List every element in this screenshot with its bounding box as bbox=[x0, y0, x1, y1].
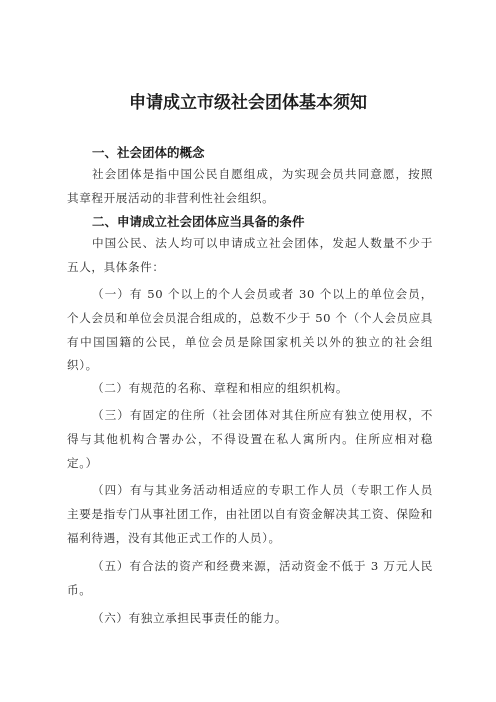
condition-5: （五）有合法的资产和经费来源，活动资金不低于 3 万元人民币。 bbox=[67, 559, 433, 597]
condition-4: （四）有与其业务活动相适应的专职工作人员（专职工作人员主要是指专门从事社团工作，由社团以自有资金解决其工资、保险和福利待遇，没有其他正式工作的人员）。 bbox=[67, 483, 433, 545]
section-2-intro: 中国公民、法人均可以申请成立社会团体，发起人数量不少于五人，具体条件： bbox=[67, 236, 433, 274]
condition-2: （二）有规范的名称、章程和相应的组织机构。 bbox=[92, 381, 349, 395]
condition-6: （六）有独立承担民事责任的能力。 bbox=[92, 611, 288, 625]
section-1-heading: 一、社会团体的概念 bbox=[92, 145, 205, 160]
document-title: 申请成立市级社会团体基本须知 bbox=[129, 93, 367, 113]
section-1-paragraph: 社会团体是指中国公民自愿组成，为实现会员共同意愿，按照其章程开展活动的非营利性社会组织。 bbox=[67, 167, 433, 205]
section-2-heading: 二、申请成立社会团体应当具备的条件 bbox=[92, 214, 305, 229]
condition-1: （一）有 50 个以上的个人会员或者 30 个以上的单位会员，个人会员和单位会员混合组成的，总数不少于 50 个（个人会员应具有中国国籍的公民，单位会员是除国家机关以外的独立的社会组织）。 bbox=[67, 287, 433, 373]
condition-3: （三）有固定的住所（社会团体对其住所应有独立使用权，不得与其他机构合署办公，不得设置在私人寓所内。住所应相对稳定。） bbox=[67, 408, 433, 470]
